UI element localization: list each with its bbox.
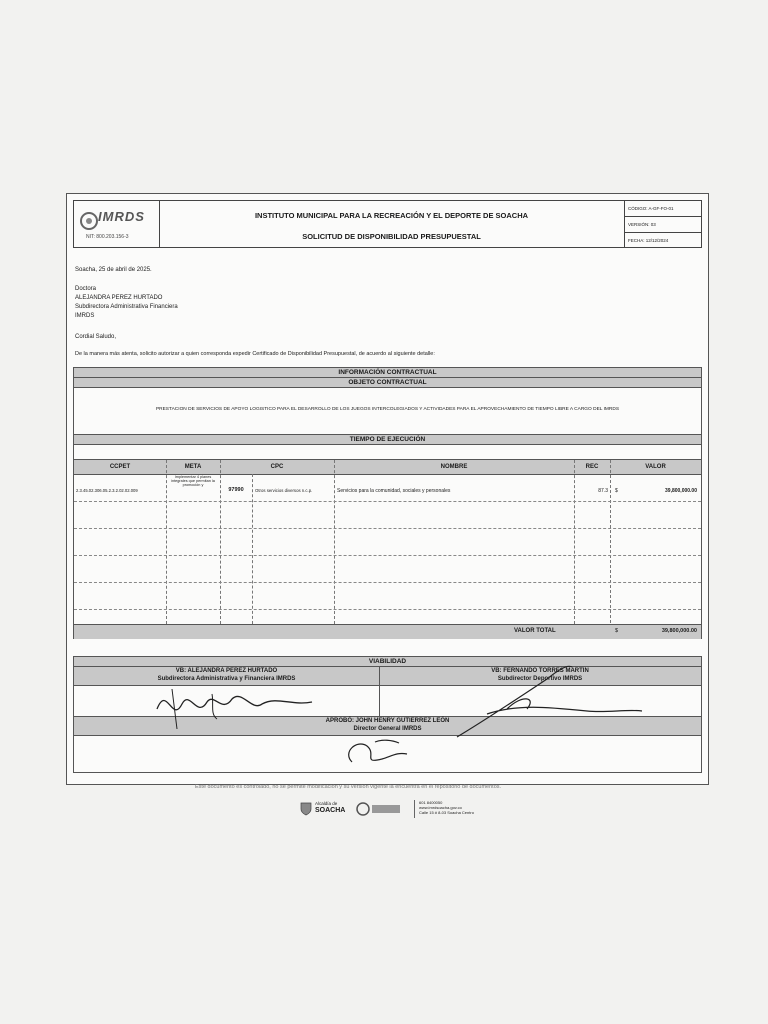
vb-divider — [379, 686, 380, 716]
row-currency: $ — [615, 488, 618, 494]
row-divider — [74, 528, 701, 529]
document-title: SOLICITUD DE DISPONIBILIDAD PRESUPUESTAL — [302, 232, 481, 241]
document-header — [73, 200, 702, 248]
col-divider — [334, 460, 335, 624]
vb2-role: Subdirector Deportivo IMRDS — [497, 676, 583, 682]
signature-aprobo-image — [337, 734, 427, 769]
col-rec: REC — [585, 464, 599, 470]
aprobo-name: APROBÓ: JOHN HENRY GUTIERREZ LEÓN — [325, 718, 450, 724]
total-value: 39,800,000.00 — [661, 628, 697, 634]
row-valor: 39,800,000.00 — [665, 488, 697, 494]
row-ccpet: 2.3.45.02.306.05.2.3.2.02.02.009 — [76, 488, 138, 493]
contact-phone: 601 8400050 — [419, 800, 443, 805]
greeting: Cordial Saludo, — [75, 334, 117, 340]
logo-nit: NIT: 800.203.156-3 — [86, 234, 129, 240]
imrds-footer-logo — [356, 800, 402, 818]
col-meta: META — [184, 464, 202, 470]
contact-info — [414, 800, 499, 818]
contact-web: www.imrdsoacha.gov.co — [419, 805, 462, 810]
letter-body: De la manera más atenta, solicito autorizar a quien corresponda expedir Certificado de Disponibilidad Presupuestal, de acuerdo al siguiente detalle: — [75, 351, 435, 357]
salutation-title: Doctora — [75, 286, 97, 292]
title-box — [159, 201, 625, 247]
col-divider — [220, 460, 221, 624]
footer-note: Este documento es controlado, no se permite modificación y su versión vigente la encuentra en el repositorio de documentos. — [195, 784, 502, 790]
row-meta: Implementar 4 planes integrales que permitan la promoción y — [171, 475, 215, 487]
col-divider — [166, 460, 167, 624]
objeto-text: PRESTACION DE SERVICIOS DE APOYO LOGISTICO PARA EL DESARROLLO DE LOS JUEGOS INTERCOLEGIADOS Y ACTIVIDADES PARA EL APROVECHAMIENTO DE TIEMPO LIBRE A CARGO DEL IMRDS — [155, 407, 620, 412]
col-divider — [252, 474, 253, 624]
shield-icon — [300, 802, 312, 816]
alcaldia-big: SOACHA — [315, 807, 346, 814]
row-nombre: Servicios para la comunidad, sociales y personales — [337, 488, 451, 494]
total-label: VALOR TOTAL — [514, 628, 556, 634]
row-cpc: 97990 — [228, 487, 244, 493]
imrds-footer-logo-icon — [356, 800, 402, 818]
tiempo-ejecucion-value — [73, 444, 702, 460]
document-meta — [624, 201, 701, 247]
recipient-role: Subdirectora Administrativa Financiera — [75, 304, 178, 310]
total-currency: $ — [615, 628, 619, 634]
document-page — [66, 193, 709, 785]
col-divider — [610, 460, 611, 638]
vb2-name: VB: FERNANDO TORRES MARTIN — [491, 668, 589, 674]
doc-version: VERSIÓN: 03 — [624, 217, 701, 233]
budget-table — [73, 459, 702, 639]
imrds-logo — [74, 201, 160, 247]
signature-vb1-image — [152, 674, 322, 734]
institute-title: INSTITUTO MUNICIPAL PARA LA RECREACIÓN Y EL DEPORTE DE SOACHA — [254, 211, 529, 220]
doc-date: FECHA: 12/12/2024 — [628, 238, 669, 243]
col-cpc: CPC — [270, 464, 284, 470]
contact-address: Calle 15 # 8-03 Soacha Centro — [419, 810, 474, 815]
doc-code: CÓDIGO: A-GF-FO-01 — [624, 201, 701, 217]
vb1-role: Subdirectora Administrativa y Financiera IMRDS — [157, 676, 296, 682]
alcaldia-small: Alcaldía de — [315, 801, 338, 806]
row-rec: 87.3 — [598, 488, 608, 494]
vb1-name: VB: ALEJANDRA PEREZ HURTADO — [175, 668, 278, 674]
logo-text: IMRDS — [98, 209, 145, 224]
row-divider — [74, 501, 701, 502]
row-divider — [74, 555, 701, 556]
letter-date: Soacha, 25 de abril de 2025. — [75, 267, 152, 273]
recipient-org: IMRDS — [75, 313, 95, 319]
row-divider — [74, 609, 701, 610]
logo-emblem-icon — [79, 211, 99, 231]
signature-vb2-image — [447, 659, 647, 744]
info-contractual-header: INFORMACIÓN CONTRACTUAL — [73, 367, 702, 378]
aprobo-role: Director General IMRDS — [353, 726, 422, 732]
recipient-name: ALEJANDRA PEREZ HURTADO — [75, 295, 163, 301]
tiempo-ejecucion-header: TIEMPO DE EJECUCIÓN — [73, 434, 702, 445]
col-divider — [574, 460, 575, 624]
row-divider — [74, 582, 701, 583]
objeto-contractual-header: OBJETO CONTRACTUAL — [73, 377, 702, 388]
col-nombre: NOMBRE — [440, 464, 468, 470]
total-row — [74, 624, 701, 639]
col-ccpet: CCPET — [109, 464, 131, 470]
row-cpc-desc: Otros servicios diversos n.c.p. — [255, 488, 313, 493]
objeto-box — [73, 387, 702, 435]
viabilidad-header: VIABILIDAD — [73, 656, 702, 667]
col-valor: VALOR — [645, 464, 666, 470]
